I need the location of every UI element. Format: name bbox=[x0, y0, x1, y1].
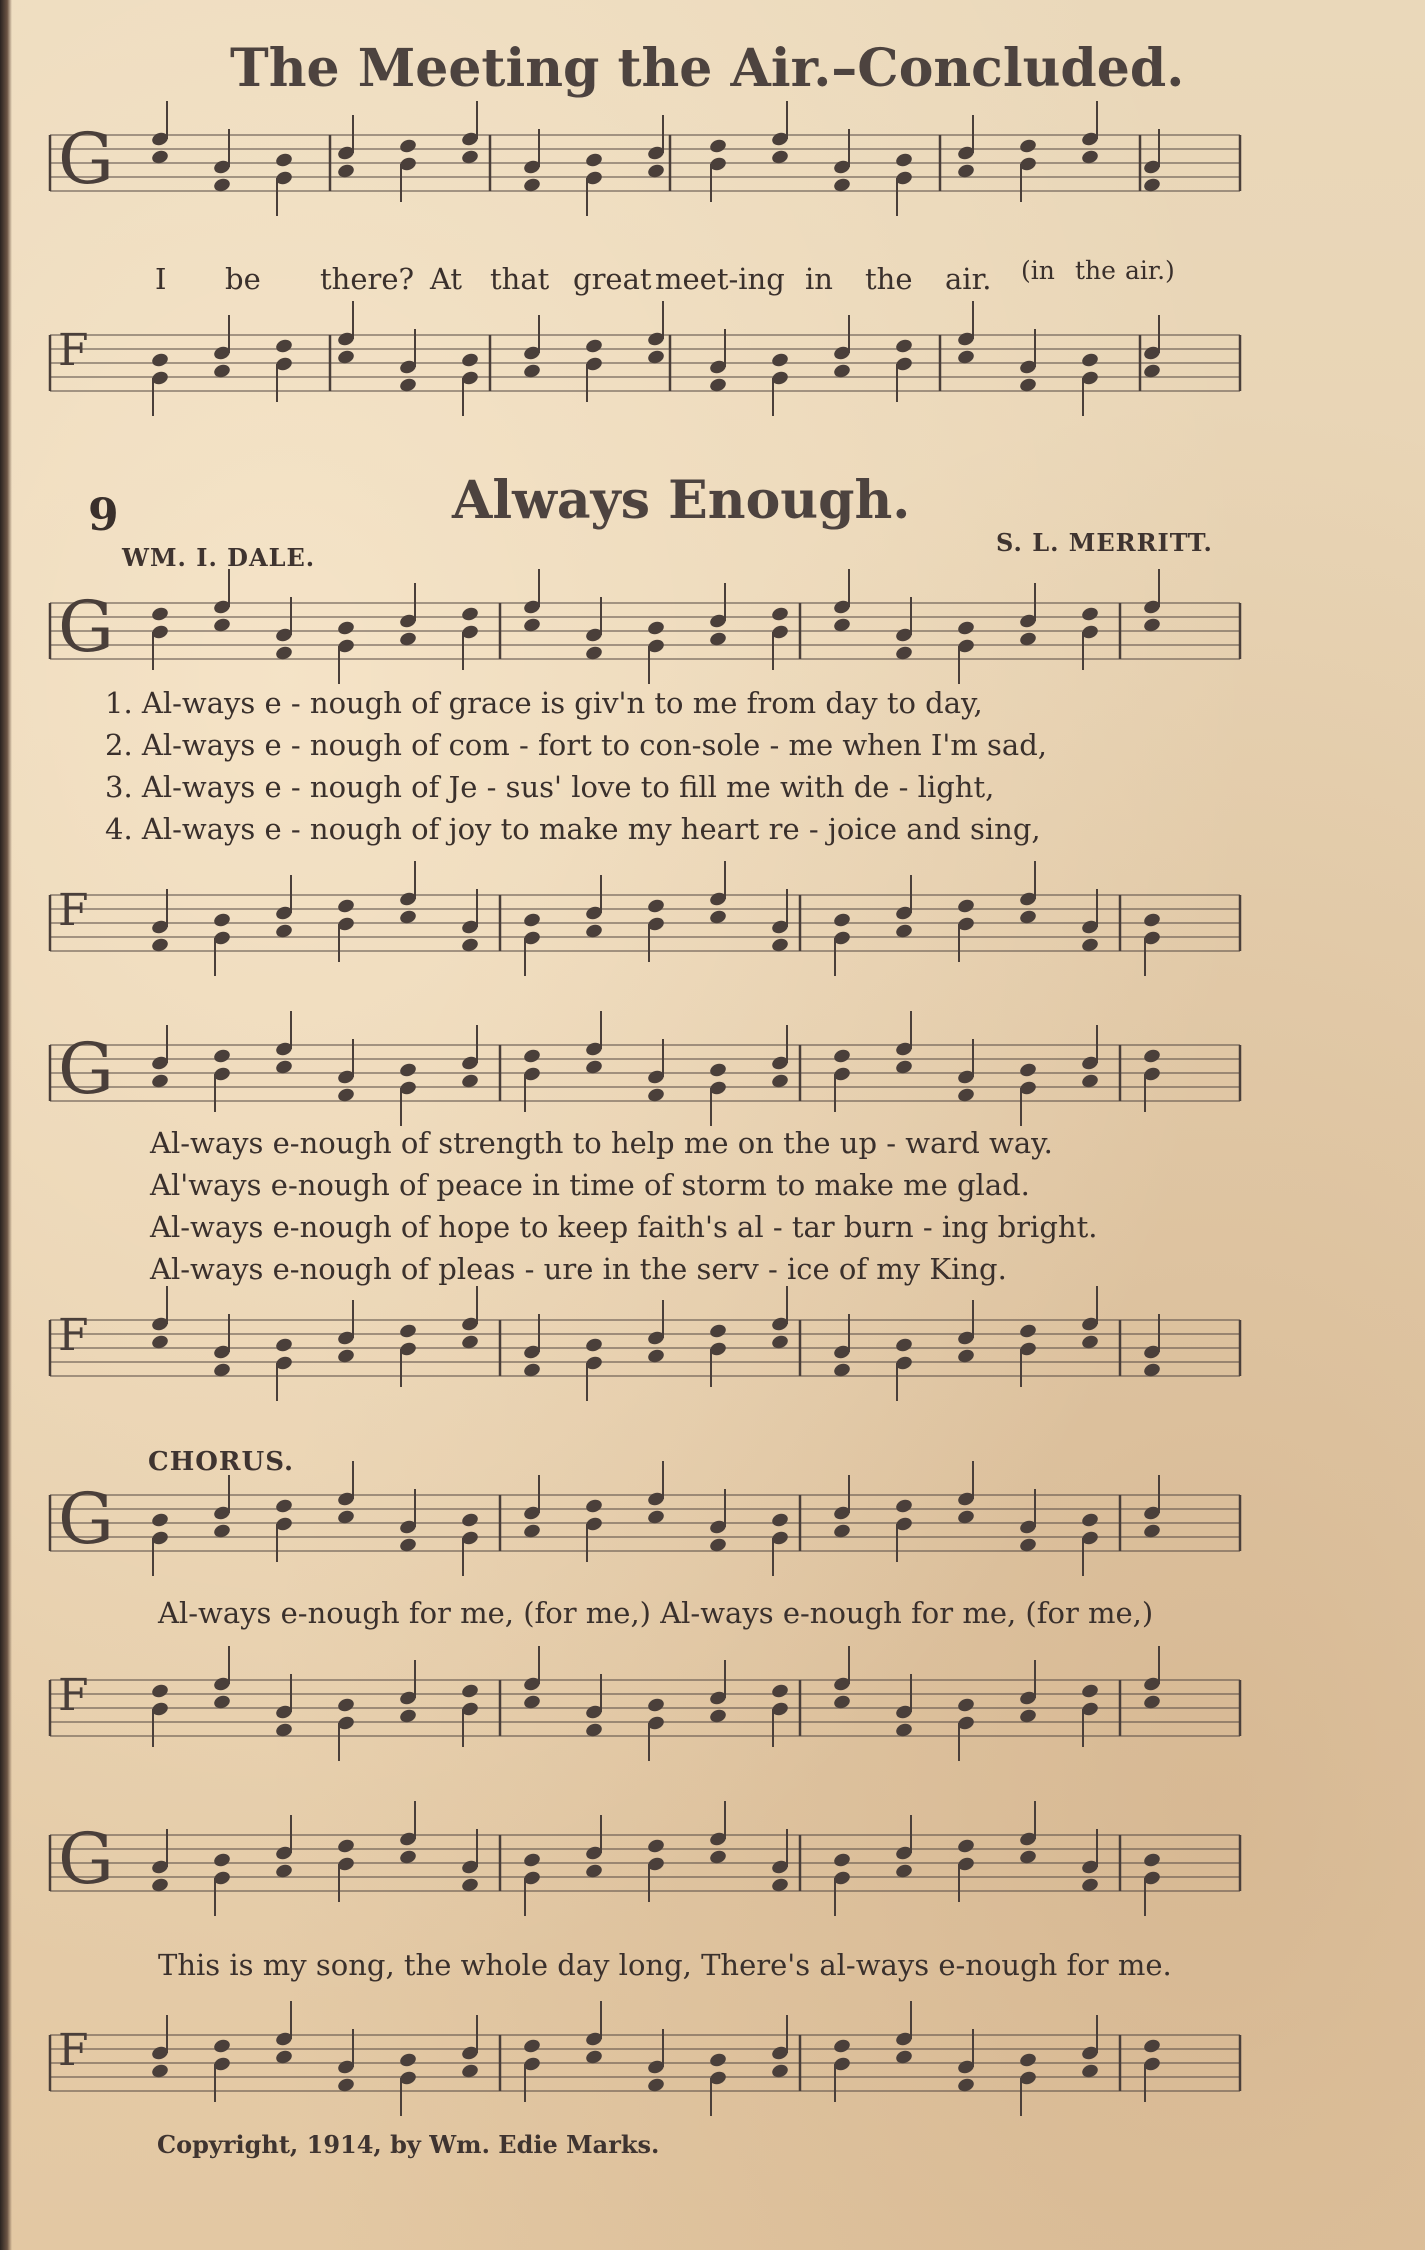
verse-2-line-b: Al'ways e-nough of peace in time of storm to make me glad. bbox=[150, 1168, 1030, 1202]
lyric-word: the bbox=[865, 262, 913, 296]
note-head bbox=[398, 2052, 417, 2069]
note-head bbox=[398, 1323, 417, 1340]
note-head bbox=[708, 2052, 727, 2069]
lyric-word: air. bbox=[945, 262, 992, 296]
note-head bbox=[1142, 2038, 1161, 2055]
bass-clef: F bbox=[58, 325, 89, 376]
note-head bbox=[336, 898, 355, 915]
note-head bbox=[832, 912, 851, 929]
note-head bbox=[832, 1852, 851, 1869]
note-head bbox=[956, 898, 975, 915]
treble-staff-4 bbox=[40, 1480, 1260, 1570]
note-head bbox=[1018, 2052, 1037, 2069]
note-head bbox=[894, 1498, 913, 1515]
lyric-word: the bbox=[1075, 256, 1116, 285]
hymn-number: 9 bbox=[88, 490, 119, 541]
bass-staff-2 bbox=[40, 880, 1260, 970]
note-head bbox=[956, 1697, 975, 1714]
note-head bbox=[150, 352, 169, 369]
note-head bbox=[336, 1697, 355, 1714]
note-head bbox=[646, 620, 665, 637]
note-head bbox=[1080, 352, 1099, 369]
bass-clef: F bbox=[58, 2025, 89, 2076]
verse-4-line-a: 4. Al-ways e - nough of joy to make my heart re - joice and sing, bbox=[105, 812, 1041, 846]
note-head bbox=[646, 1697, 665, 1714]
note-head bbox=[1018, 1323, 1037, 1340]
note-head bbox=[212, 912, 231, 929]
note-head bbox=[212, 2038, 231, 2055]
note-head bbox=[894, 152, 913, 169]
author-credit: WM. I. DALE. bbox=[122, 543, 316, 572]
note-head bbox=[1080, 606, 1099, 623]
note-head bbox=[274, 1498, 293, 1515]
note-head bbox=[522, 2038, 541, 2055]
treble-clef: G bbox=[58, 1028, 114, 1110]
note-head bbox=[1142, 1048, 1161, 1065]
note-head bbox=[956, 1838, 975, 1855]
treble-staff-5 bbox=[40, 1820, 1260, 1910]
bass-staff-4 bbox=[40, 1665, 1260, 1755]
note-head bbox=[584, 1337, 603, 1354]
bass-staff-5 bbox=[40, 2020, 1260, 2110]
note-head bbox=[522, 1852, 541, 1869]
note-head bbox=[708, 1062, 727, 1079]
note-head bbox=[336, 1838, 355, 1855]
note-head bbox=[522, 1048, 541, 1065]
note-head bbox=[274, 338, 293, 355]
note-head bbox=[522, 912, 541, 929]
treble-clef: G bbox=[58, 1818, 114, 1900]
verse-2-line-a: 2. Al-ways e - nough of com - fort to con-sole - me when I'm sad, bbox=[105, 728, 1048, 762]
note-head bbox=[1018, 1062, 1037, 1079]
note-head bbox=[770, 1683, 789, 1700]
bass-clef: F bbox=[58, 1670, 89, 1721]
composer-credit: S. L. MERRITT. bbox=[996, 528, 1213, 557]
note-head bbox=[646, 1838, 665, 1855]
note-head bbox=[646, 898, 665, 915]
hymn-title: Always Enough. bbox=[452, 470, 911, 531]
note-head bbox=[832, 1048, 851, 1065]
note-head bbox=[1080, 1683, 1099, 1700]
verse-block-a bbox=[105, 686, 1047, 854]
verse-block-b bbox=[150, 1126, 1097, 1294]
lyric-word: be bbox=[225, 262, 261, 296]
chorus-line-2: This is my song, the whole day long, There's al-ways e-nough for me. bbox=[158, 1948, 1172, 1982]
note-head bbox=[212, 1048, 231, 1065]
note-head bbox=[398, 1062, 417, 1079]
note-head bbox=[770, 606, 789, 623]
note-head bbox=[770, 352, 789, 369]
note-head bbox=[336, 620, 355, 637]
note-head bbox=[894, 1337, 913, 1354]
note-head bbox=[894, 338, 913, 355]
copyright-notice: Copyright, 1914, by Wm. Edie Marks. bbox=[157, 2130, 660, 2159]
note-head bbox=[460, 1683, 479, 1700]
note-head bbox=[274, 152, 293, 169]
note-head bbox=[460, 352, 479, 369]
continued-hymn-title: The Meeting the Air.–Concluded. bbox=[230, 38, 1185, 99]
lyric-word: air.) bbox=[1125, 256, 1175, 285]
bass-clef: F bbox=[58, 885, 89, 936]
verse-4-line-b: Al-ways e-nough of pleas - ure in the serv - ice of my King. bbox=[150, 1252, 1007, 1286]
verse-3-line-b: Al-ways e-nough of hope to keep faith's al - tar burn - ing bright. bbox=[150, 1210, 1098, 1244]
lyric-word: great bbox=[573, 262, 652, 296]
note-head bbox=[708, 1323, 727, 1340]
note-head bbox=[150, 1683, 169, 1700]
note-head bbox=[708, 138, 727, 155]
verse-3-line-a: 3. Al-ways e - nough of Je - sus' love to fill me with de - light, bbox=[105, 770, 995, 804]
treble-clef: G bbox=[58, 1478, 114, 1560]
treble-staff-1 bbox=[40, 120, 1260, 210]
note-head bbox=[1142, 912, 1161, 929]
lyric-word: meet-ing bbox=[655, 262, 785, 296]
lyric-word: I bbox=[155, 262, 167, 296]
bass-clef: F bbox=[58, 1310, 89, 1361]
treble-clef: G bbox=[58, 118, 114, 200]
note-head bbox=[584, 1498, 603, 1515]
verse-1-line-b: Al-ways e-nough of strength to help me on the up - ward way. bbox=[150, 1126, 1053, 1160]
lyric-word: in bbox=[805, 262, 833, 296]
bass-staff-3 bbox=[40, 1305, 1260, 1395]
note-head bbox=[150, 606, 169, 623]
note-head bbox=[1018, 138, 1037, 155]
note-head bbox=[212, 1852, 231, 1869]
lyric-word: there? bbox=[320, 262, 415, 296]
note-head bbox=[460, 606, 479, 623]
lyric-word: At bbox=[430, 262, 463, 296]
lyric-word: that bbox=[490, 262, 550, 296]
note-head bbox=[150, 1512, 169, 1529]
note-head bbox=[1080, 1512, 1099, 1529]
lyric-word: (in bbox=[1021, 256, 1055, 285]
chorus-line-1: Al-ways e-nough for me, (for me,) Al-ways e-nough for me, (for me,) bbox=[158, 1596, 1154, 1630]
treble-staff-3 bbox=[40, 1030, 1260, 1120]
note-head bbox=[832, 2038, 851, 2055]
note-head bbox=[956, 620, 975, 637]
verse-1-line-a: 1. Al-ways e - nough of grace is giv'n to me from day to day, bbox=[105, 686, 983, 720]
note-head bbox=[770, 1512, 789, 1529]
chorus-label: CHORUS. bbox=[148, 1447, 295, 1477]
treble-clef: G bbox=[58, 586, 114, 668]
note-head bbox=[398, 138, 417, 155]
note-head bbox=[274, 1337, 293, 1354]
note-head bbox=[460, 1512, 479, 1529]
section1-lyrics bbox=[155, 256, 1215, 302]
note-head bbox=[584, 152, 603, 169]
note-head bbox=[584, 338, 603, 355]
bass-staff-1 bbox=[40, 320, 1260, 410]
treble-staff-2 bbox=[40, 588, 1260, 678]
note-head bbox=[1142, 1852, 1161, 1869]
